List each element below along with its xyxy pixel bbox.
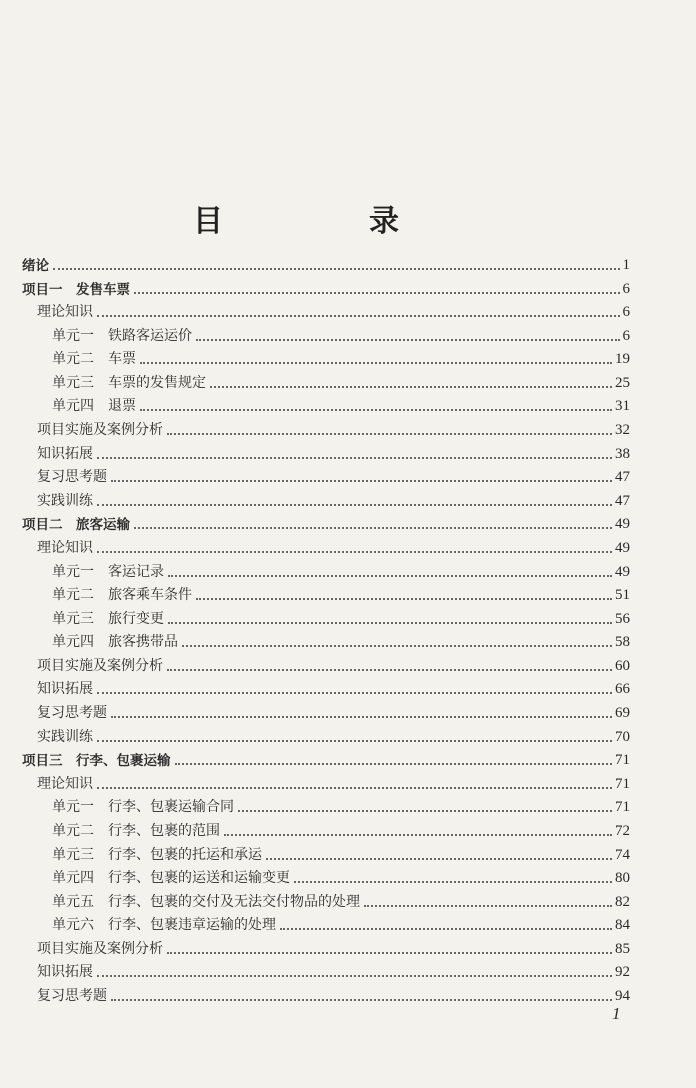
dot-leader [134,527,612,529]
toc-entry-label: 复习思考题 [37,705,107,722]
toc-entry-page: 58 [615,634,630,651]
dot-leader [111,999,612,1001]
toc-entry-page: 74 [615,846,630,863]
toc-entry-label: 项目实施及案例分析 [37,940,163,957]
toc-entry-page: 47 [615,492,630,509]
toc-entry-page: 94 [615,987,630,1004]
toc-entry-label: 理论知识 [37,304,93,321]
dot-leader [97,787,612,789]
toc-entry-page: 82 [615,893,630,910]
toc-entry [22,747,630,769]
toc-entry [37,417,630,439]
toc-entry [52,559,630,581]
dot-leader [266,858,612,860]
dot-leader [168,622,612,624]
toc-entry-page: 6 [622,327,630,344]
dot-leader [111,716,612,718]
toc-entry [22,252,630,274]
dot-leader [196,339,620,341]
toc-entry-label: 单元二 旅客乘车条件 [52,587,192,604]
toc-entry [37,653,630,675]
toc-entry [52,346,630,368]
toc-entry-page: 47 [615,469,630,486]
dot-leader [97,740,612,742]
toc-entry-label: 单元一 客运记录 [52,563,164,580]
toc-entry-label: 知识拓展 [37,964,93,981]
dot-leader [140,362,612,364]
toc-entry-page: 92 [615,964,630,981]
dot-leader [364,905,612,907]
dot-leader [196,598,612,600]
dot-leader [97,551,612,553]
dot-leader [294,881,612,883]
toc-entry [52,889,630,911]
toc-entry-label: 单元二 车票 [52,351,136,368]
toc-entry [37,464,630,486]
toc-entry-page: 31 [615,398,630,415]
dot-leader [224,834,612,836]
dot-leader [238,810,612,812]
toc-entry-label: 项目实施及案例分析 [37,657,163,674]
toc-entry-page: 70 [615,728,630,745]
toc-entry-label: 实践训练 [37,492,93,509]
toc-entry-page: 69 [615,705,630,722]
toc-entry-page: 6 [622,280,630,297]
toc-entry [52,794,630,816]
dot-leader [182,645,612,647]
toc-entry [37,299,630,321]
toc-entry-label: 单元四 退票 [52,398,136,415]
dot-leader [134,292,620,294]
toc-entry-label: 单元四 旅客携带品 [52,634,178,651]
toc-entry-page: 6 [622,304,630,321]
toc-entry-page: 38 [615,445,630,462]
toc-entry [52,629,630,651]
toc-entry-label: 单元三 行李、包裹的托运和承运 [52,846,262,863]
toc-entry [52,912,630,934]
toc-entry-label: 单元一 行李、包裹运输合同 [52,799,234,816]
page-number: 1 [612,1004,621,1023]
toc-entry-label: 单元六 行李、包裹违章运输的处理 [52,917,276,934]
toc-entry-page: 49 [615,516,630,533]
toc-entry-label: 复习思考题 [37,987,107,1004]
toc-entry-label: 理论知识 [37,775,93,792]
toc-entry-page: 1 [622,257,630,273]
dot-leader [210,386,612,388]
toc-entry-label: 单元三 车票的发售规定 [52,374,206,391]
dot-leader [53,268,620,270]
toc-entry [52,842,630,864]
toc-entry-page: 32 [615,422,630,439]
toc-entry-label: 知识拓展 [37,445,93,462]
toc-entry [52,818,630,840]
toc-entry-page: 60 [615,657,630,674]
toc-entry [37,771,630,793]
dot-leader [97,315,620,317]
page-title: 目 录 [193,204,457,239]
toc-entry-label: 单元四 行李、包裹的运送和运输变更 [52,870,290,887]
toc-entry [37,936,630,958]
toc-entry [52,393,630,415]
toc-entry [37,676,630,698]
toc-entry-label: 项目实施及案例分析 [37,422,163,439]
toc-entry-label: 项目一 发售车票 [22,281,130,298]
toc-entry-label: 知识拓展 [37,681,93,698]
toc-entry-page: 66 [615,681,630,698]
toc-entry [37,488,630,510]
dot-leader [97,504,612,506]
toc-entry-page: 25 [615,374,630,391]
toc-entry-page: 51 [615,587,630,604]
toc-entry-page: 19 [615,351,630,368]
toc-entry [52,865,630,887]
toc-entry-label: 单元五 行李、包裹的交付及无法交付物品的处理 [52,893,360,910]
toc-entry-page: 85 [615,940,630,957]
toc-entry [37,535,630,557]
toc-entry-label: 单元一 铁路客运运价 [52,327,192,344]
dot-leader [168,575,612,577]
dot-leader [97,457,612,459]
toc-entry [52,582,630,604]
toc-entry-label: 复习思考题 [37,469,107,486]
dot-leader [167,433,612,435]
dot-leader [167,669,612,671]
dot-leader [97,692,612,694]
toc-entry-page: 49 [615,539,630,556]
toc-entry-label: 实践训练 [37,728,93,745]
toc-entry-label: 项目三 行李、包裹运输 [22,753,171,770]
dot-leader [175,763,613,765]
dot-leader [111,480,612,482]
toc-entry-page: 84 [615,917,630,934]
toc-entry [52,323,630,345]
dot-leader [140,409,612,411]
toc-entry [52,370,630,392]
toc-entry [37,700,630,722]
toc-entry [37,983,630,1005]
toc-entry [22,511,630,533]
toc-entry-label: 单元二 行李、包裹的范围 [52,822,220,839]
toc-entry-page: 71 [615,775,630,792]
dot-leader [167,952,612,954]
toc-entry-label: 绪论 [22,258,49,274]
toc-entry [52,606,630,628]
toc-entry [37,959,630,981]
toc-entry-page: 80 [615,870,630,887]
toc-entry-label: 理论知识 [37,539,93,556]
dot-leader [280,928,612,930]
toc-entry [37,441,630,463]
dot-leader [97,975,612,977]
toc-entry-page: 49 [615,563,630,580]
toc-entry-page: 71 [615,752,630,769]
toc-entry-label: 单元三 旅行变更 [52,610,164,627]
toc-entry-page: 71 [615,799,630,816]
toc-entry-label: 项目二 旅客运输 [22,517,130,534]
toc-entry-page: 56 [615,610,630,627]
toc-entry [22,276,630,298]
toc-entry-page: 72 [615,822,630,839]
toc-entry [37,724,630,746]
